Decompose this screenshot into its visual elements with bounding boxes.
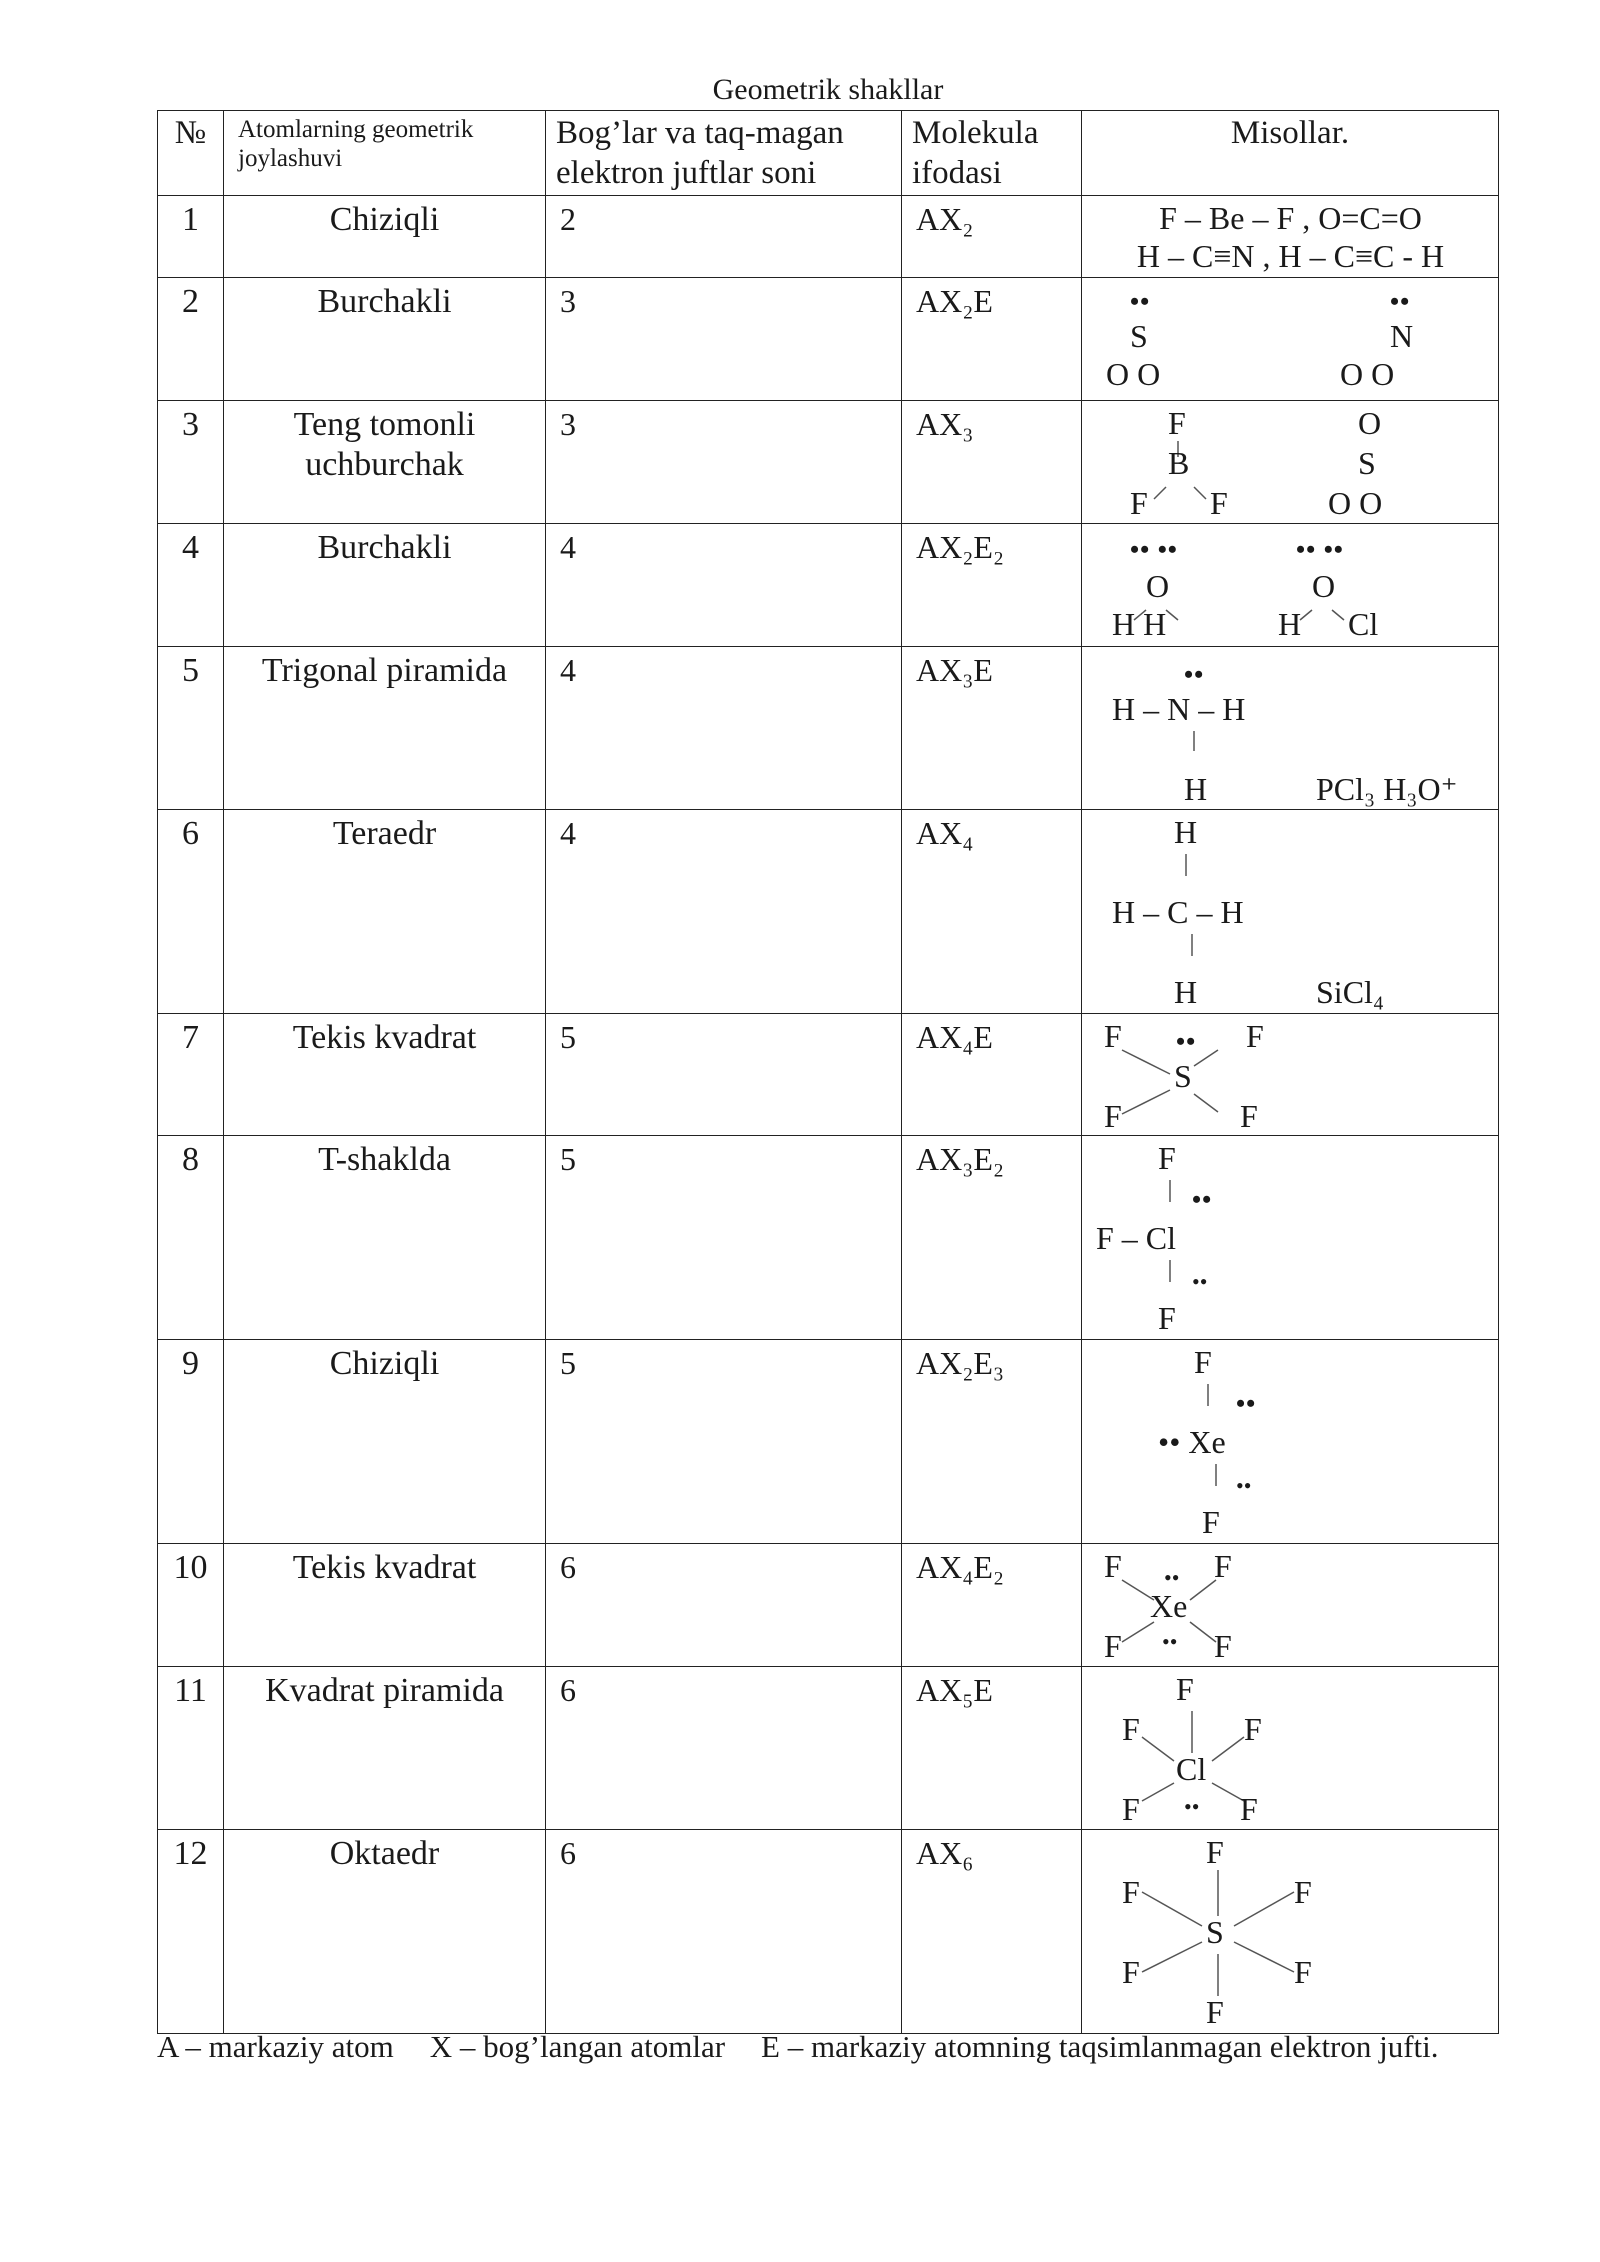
row-count: 4 bbox=[546, 524, 902, 647]
example-text: PCl₃ H₃O⁺ bbox=[1316, 771, 1458, 807]
header-number: № bbox=[158, 111, 224, 196]
bond-lines bbox=[1082, 1667, 1499, 1830]
lone-pair: •• bbox=[1184, 1794, 1200, 1819]
row-example bbox=[1082, 1830, 1499, 2034]
row-count: 4 bbox=[546, 810, 902, 1014]
row-number: 9 bbox=[158, 1340, 224, 1544]
atom-label: F bbox=[1176, 1671, 1194, 1707]
table-row bbox=[158, 401, 1499, 524]
atom-label: •• Xe bbox=[1158, 1424, 1226, 1460]
row-formula: AX₅E bbox=[902, 1667, 1082, 1830]
atom-label: F – Cl bbox=[1096, 1220, 1177, 1256]
atom-label: F bbox=[1168, 405, 1186, 441]
atom-label: S bbox=[1358, 445, 1376, 481]
row-shape: Teng tomonli uchburchak bbox=[224, 401, 546, 524]
lone-pair: •• bbox=[1236, 1389, 1257, 1418]
header-formula: Molekula ifodasi bbox=[902, 111, 1082, 196]
atom-label: F bbox=[1210, 485, 1228, 521]
atom-label: F bbox=[1122, 1791, 1140, 1827]
table-row bbox=[158, 810, 1499, 1014]
atom-label: H bbox=[1278, 606, 1302, 642]
atom-label: H bbox=[1184, 771, 1208, 807]
legend-a: A – markaziy atom bbox=[157, 2029, 394, 2064]
row-example bbox=[1082, 1667, 1499, 1830]
row-shape: Chiziqli bbox=[224, 196, 546, 278]
atom-label: H bbox=[1174, 974, 1198, 1010]
atom-label: S bbox=[1130, 318, 1148, 354]
row-number: 10 bbox=[158, 1544, 224, 1667]
atom-label: Cl bbox=[1176, 1751, 1207, 1787]
table-row bbox=[158, 524, 1499, 647]
atom-label: F bbox=[1206, 1994, 1224, 2030]
row-count: 5 bbox=[546, 1340, 902, 1544]
page-title: Geometrik shakllar bbox=[712, 73, 944, 106]
bond-lines bbox=[1082, 1830, 1499, 2034]
row-example bbox=[1082, 647, 1499, 810]
atom-label: F bbox=[1294, 1954, 1312, 1990]
row-number: 5 bbox=[158, 647, 224, 810]
row-count: 4 bbox=[546, 647, 902, 810]
row-shape: Trigonal piramida bbox=[224, 647, 546, 810]
row-count: 6 bbox=[546, 1830, 902, 2034]
row-example bbox=[1082, 196, 1499, 278]
atom-label: O O bbox=[1106, 356, 1161, 392]
atom-label: F bbox=[1104, 1098, 1122, 1134]
table-row bbox=[158, 1014, 1499, 1136]
bond-lines bbox=[1082, 1014, 1499, 1136]
row-formula: AX₂ bbox=[902, 196, 1082, 278]
row-shape: Burchakli bbox=[224, 278, 546, 401]
row-shape: Tekis kvadrat bbox=[224, 1544, 546, 1667]
atom-label: F bbox=[1214, 1628, 1232, 1664]
atom-label: S bbox=[1174, 1058, 1192, 1094]
lone-pair: •• bbox=[1192, 1185, 1213, 1214]
atom-label: Xe bbox=[1150, 1588, 1188, 1624]
row-number: 3 bbox=[158, 401, 224, 524]
row-count: 5 bbox=[546, 1014, 902, 1136]
row-shape: Burchakli bbox=[224, 524, 546, 647]
row-number: 12 bbox=[158, 1830, 224, 2034]
row-formula: AX₃E bbox=[902, 647, 1082, 810]
row-formula: AX₄ bbox=[902, 810, 1082, 1014]
lone-pair: •• bbox=[1130, 287, 1151, 316]
table-row bbox=[158, 1136, 1499, 1340]
atom-label: F bbox=[1122, 1874, 1140, 1910]
lone-pair: •• bbox=[1184, 660, 1205, 689]
row-shape: Teraedr bbox=[224, 810, 546, 1014]
atom-label: S bbox=[1206, 1914, 1224, 1950]
atom-label: F bbox=[1122, 1954, 1140, 1990]
header-examples: Misollar. bbox=[1082, 111, 1499, 196]
lone-pair: •• bbox=[1162, 1629, 1178, 1654]
atom-label: F bbox=[1294, 1874, 1312, 1910]
bond-lines bbox=[1082, 1544, 1499, 1667]
atom-label: F bbox=[1104, 1628, 1122, 1664]
atom-label: H – N – H bbox=[1112, 691, 1246, 727]
row-example bbox=[1082, 1136, 1499, 1340]
atom-label: O O bbox=[1340, 356, 1395, 392]
row-count: 3 bbox=[546, 401, 902, 524]
row-example bbox=[1082, 1014, 1499, 1136]
atom-label: F bbox=[1104, 1018, 1122, 1054]
atom-label: F bbox=[1122, 1711, 1140, 1747]
example-text: F – Be – F , O=C=O bbox=[1159, 200, 1422, 236]
row-shape: Chiziqli bbox=[224, 1340, 546, 1544]
row-number: 7 bbox=[158, 1014, 224, 1136]
header-pairs: Bog’lar va taq-magan elektron juftlar soni bbox=[546, 111, 902, 196]
row-example bbox=[1082, 1544, 1499, 1667]
row-shape: Oktaedr bbox=[224, 1830, 546, 2034]
table-row bbox=[158, 647, 1499, 810]
atom-label: O O bbox=[1328, 485, 1383, 521]
row-count: 3 bbox=[546, 278, 902, 401]
lone-pair: •• •• bbox=[1130, 535, 1178, 564]
row-formula: AX₂E₂ bbox=[902, 524, 1082, 647]
row-shape: T-shaklda bbox=[224, 1136, 546, 1340]
table-row bbox=[158, 196, 1499, 278]
row-example bbox=[1082, 810, 1499, 1014]
table-row bbox=[158, 1340, 1499, 1544]
atom-label: O bbox=[1312, 568, 1336, 604]
row-formula: AX₃ bbox=[902, 401, 1082, 524]
row-number: 1 bbox=[158, 196, 224, 278]
row-number: 8 bbox=[158, 1136, 224, 1340]
row-formula: AX₃E₂ bbox=[902, 1136, 1082, 1340]
atom-label: F bbox=[1240, 1098, 1258, 1134]
row-number: 2 bbox=[158, 278, 224, 401]
table-row bbox=[158, 1667, 1499, 1830]
header-arrangement: Atomlarning geometrik joylashuvi bbox=[224, 111, 546, 196]
geometry-table bbox=[157, 110, 1499, 2034]
table-row bbox=[158, 1544, 1499, 1667]
atom-label: O bbox=[1146, 568, 1170, 604]
row-formula: AX₄E₂ bbox=[902, 1544, 1082, 1667]
atom-label: H bbox=[1174, 814, 1198, 850]
example-text: SiCl₄ bbox=[1316, 974, 1385, 1010]
lone-pair: •• bbox=[1176, 1027, 1197, 1056]
atom-label: F bbox=[1244, 1711, 1262, 1747]
atom-label: F bbox=[1206, 1834, 1224, 1870]
atom-label: F bbox=[1158, 1140, 1176, 1176]
row-example bbox=[1082, 1340, 1499, 1544]
row-number: 11 bbox=[158, 1667, 224, 1830]
lone-pair: •• bbox=[1164, 1565, 1180, 1590]
atom-label: O bbox=[1358, 405, 1382, 441]
atom-label: F bbox=[1158, 1300, 1176, 1336]
row-count: 2 bbox=[546, 196, 902, 278]
row-example bbox=[1082, 278, 1499, 401]
legend-footnote bbox=[157, 2028, 1502, 2066]
row-shape: Tekis kvadrat bbox=[224, 1014, 546, 1136]
legend-e: E – markaziy atomning taqsimlanmagan elektron jufti. bbox=[761, 2029, 1439, 2064]
row-count: 5 bbox=[546, 1136, 902, 1340]
row-formula: AX₆ bbox=[902, 1830, 1082, 2034]
atom-label: F bbox=[1214, 1548, 1232, 1584]
legend-x: X – bog’langan atomlar bbox=[429, 2029, 726, 2064]
row-formula: AX₂E bbox=[902, 278, 1082, 401]
atom-label: B bbox=[1168, 445, 1190, 481]
row-formula: AX₂E₃ bbox=[902, 1340, 1082, 1544]
atom-label: F bbox=[1104, 1548, 1122, 1584]
lone-pair: •• •• bbox=[1296, 535, 1344, 564]
table-row bbox=[158, 278, 1499, 401]
lone-pair: •• bbox=[1192, 1269, 1208, 1294]
atom-label: F bbox=[1130, 485, 1148, 521]
atom-label: F bbox=[1202, 1504, 1220, 1540]
atom-label: F bbox=[1194, 1344, 1212, 1380]
atom-label: H – C – H bbox=[1112, 894, 1244, 930]
table-row bbox=[158, 1830, 1499, 2034]
lone-pair: •• bbox=[1236, 1473, 1252, 1498]
row-number: 6 bbox=[158, 810, 224, 1014]
atom-label: F bbox=[1246, 1018, 1264, 1054]
row-count: 6 bbox=[546, 1667, 902, 1830]
row-shape: Kvadrat piramida bbox=[224, 1667, 546, 1830]
table-header-row bbox=[158, 111, 1499, 196]
row-count: 6 bbox=[546, 1544, 902, 1667]
atom-label: H H bbox=[1112, 606, 1167, 642]
row-formula: AX₄E bbox=[902, 1014, 1082, 1136]
row-example bbox=[1082, 401, 1499, 524]
bond-lines bbox=[1082, 1340, 1499, 1544]
row-example bbox=[1082, 524, 1499, 647]
lone-pair: •• bbox=[1390, 287, 1411, 316]
atom-label: F bbox=[1240, 1791, 1258, 1827]
example-text: H – C≡N , H – C≡C - H bbox=[1136, 238, 1445, 274]
atom-label: N bbox=[1390, 318, 1414, 354]
atom-label: Cl bbox=[1348, 606, 1379, 642]
row-number: 4 bbox=[158, 524, 224, 647]
